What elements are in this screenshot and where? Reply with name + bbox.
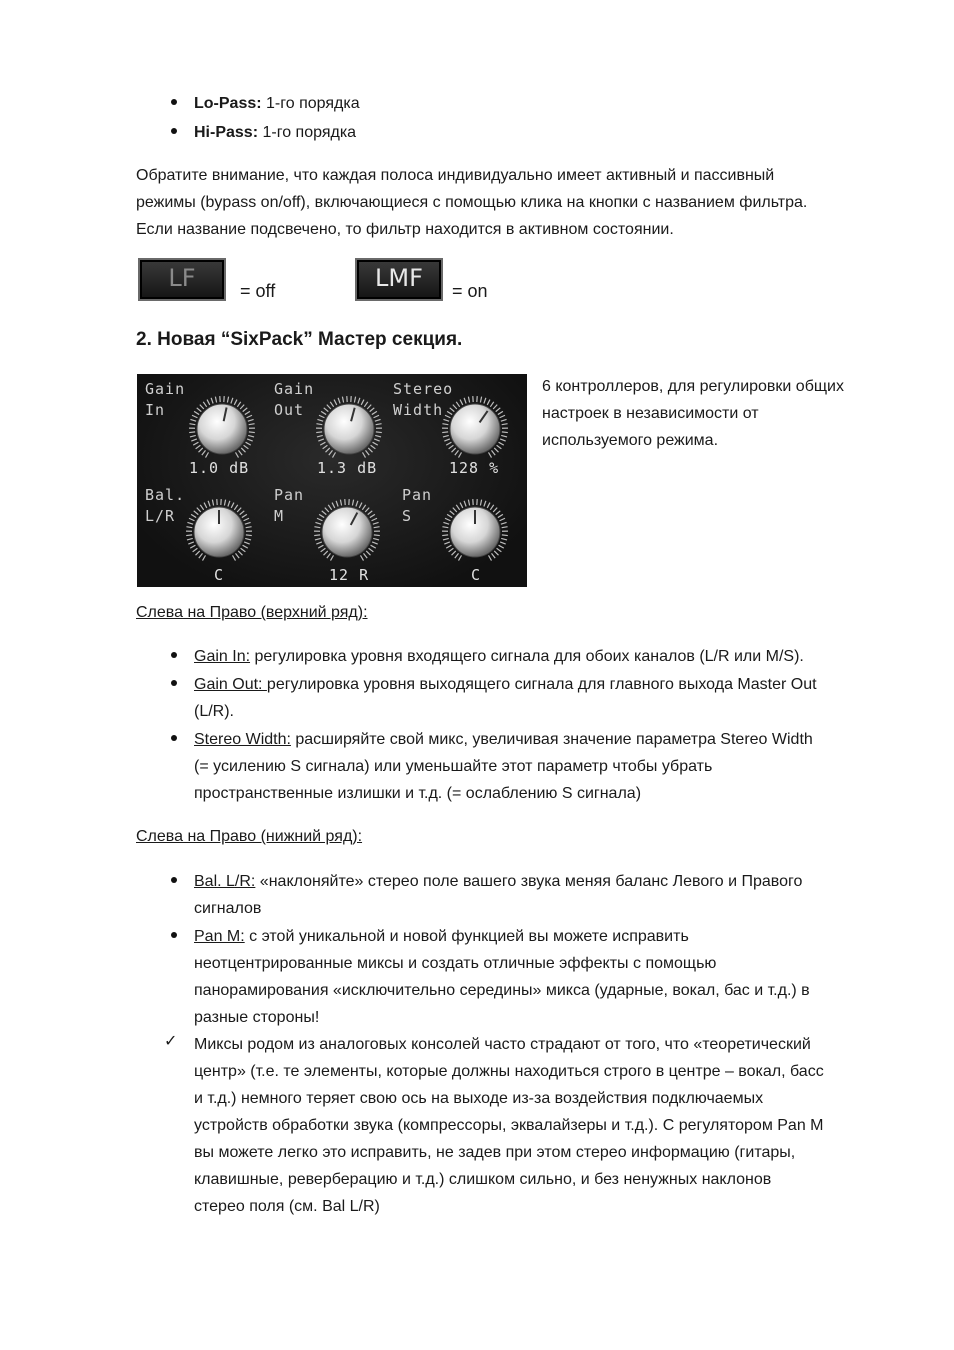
item-line: устройств обработки звука (компрессоры, эквалайзеры и т.д.). С регулятором Pan M: [194, 1117, 824, 1134]
pan-s-label: Pan S: [402, 486, 433, 525]
term-text: 1-го порядка: [261, 95, 360, 112]
item-line: вы можете легко это исправить, не задев при этом стерео информацию (гитары,: [194, 1144, 796, 1161]
paragraph-line: 6 контроллеров, для регулировки общих: [542, 378, 844, 395]
upper-row-heading: [136, 599, 368, 626]
term: Pan M:: [194, 928, 245, 945]
list-item-bal-lr: [194, 868, 904, 922]
term: Bal. L/R:: [194, 873, 256, 890]
list-item-stereo-width: [194, 726, 904, 807]
item-line: центр» (т.е. те элементы, которые должны находиться строго в центре – вокал, басс: [194, 1063, 824, 1080]
item-line: Миксы родом из аналоговых консолей часто страдают от того, что «теоретический: [194, 1036, 811, 1053]
bal-lr-value: C: [214, 566, 225, 584]
item-line: (L/R).: [194, 703, 234, 720]
item-line: стерео поля (см. Bal L/R): [194, 1198, 380, 1215]
checkmark-icon: ✓: [164, 1031, 178, 1050]
bullet-icon: [166, 729, 182, 747]
lmf-caption: = on: [452, 281, 488, 301]
list-item-gain-out: [194, 671, 904, 725]
lmf-filter-button[interactable]: LMF: [355, 258, 443, 301]
item-line: неотцентрированные миксы и создать отличные эффекты с помощью: [194, 955, 717, 972]
item-line: (= усилению S сигнала) или уменьшайте этот параметр чтобы убрать: [194, 758, 713, 775]
stereo-width-label: Stereo Width: [393, 380, 454, 419]
heading-text: Слева на Право (верхний ряд):: [136, 604, 368, 621]
lf-filter-button[interactable]: LF: [138, 258, 226, 301]
notice-paragraph: [136, 162, 896, 243]
item-line: разные стороны!: [194, 1009, 320, 1026]
item-line: [194, 868, 904, 895]
paragraph-line: настроек в независимости от: [542, 405, 759, 422]
term-text: 1-го порядка: [258, 124, 357, 141]
knob-graphic: [311, 494, 383, 566]
lower-row-heading: [136, 823, 362, 850]
item-line: и т.д.) немного теряет свою ось на выходе из-за воздействия подключаемых: [194, 1090, 764, 1107]
stereo-width-value: 128 %: [449, 459, 500, 477]
bal-lr-label: Bal. L/R: [145, 486, 186, 525]
item-text: расширяйте свой микс, увеличивая значение параметра Stereo Width: [290, 731, 813, 748]
pan-m-value: 12 R: [329, 566, 370, 584]
item-line: панорамирования «исключительно середины» микса (ударные, вокал, бас и т.д.) в: [194, 982, 810, 999]
item-line: [194, 923, 904, 950]
pan-s-knob[interactable]: [439, 494, 511, 566]
knob-graphic: [313, 391, 385, 463]
item-line: [194, 726, 904, 753]
gain-in-value: 1.0 dB: [189, 459, 250, 477]
pan-s-value: C: [471, 566, 482, 584]
item-line: сигналов: [194, 900, 262, 917]
item-line: пространственные излишки и т.д. (= ослаблению S сигнала): [194, 785, 642, 802]
gain-in-label: Gain In: [145, 380, 186, 419]
sixpack-master-panel: [137, 374, 527, 587]
list-item-hi-pass: [194, 119, 356, 146]
panel-description: [542, 373, 902, 454]
bullet-icon: [166, 674, 182, 692]
heading-text: Слева на Право (нижний ряд):: [136, 828, 363, 845]
pan-m-knob[interactable]: [311, 494, 383, 566]
bullet-icon: [166, 871, 182, 889]
term: Gain In:: [194, 648, 251, 665]
knob-graphic: [439, 391, 511, 463]
paragraph-line: Обратите внимание, что каждая полоса индивидуально имеет активный и пассивный: [136, 167, 775, 184]
gain-out-value: 1.3 dB: [317, 459, 378, 477]
term: Stereo Width:: [194, 731, 291, 748]
gain-in-knob[interactable]: [186, 391, 258, 463]
item-text: «наклоняйте» стерео поле вашего звука меняя баланс Левого и Правого: [255, 873, 803, 890]
item-text: регулировка уровня входящего сигнала для обоих каналов (L/R или M/S).: [250, 648, 804, 665]
bullet-icon: [166, 93, 182, 111]
item-line: [194, 643, 904, 670]
item-text: с этой уникальной и новой функцией вы можете исправить: [244, 928, 689, 945]
gain-out-knob[interactable]: [313, 391, 385, 463]
list-item-lo-pass: [194, 90, 360, 117]
stereo-width-knob[interactable]: [439, 391, 511, 463]
term: Hi-Pass:: [194, 124, 259, 141]
paragraph-line: режимы (bypass on/off), включающиеся с помощью клика на кнопки с названием фильтра.: [136, 194, 808, 211]
term: Lo-Pass:: [194, 95, 262, 112]
knob-graphic: [183, 494, 255, 566]
knob-graphic: [439, 494, 511, 566]
term: Gain Out:: [194, 676, 267, 693]
item-line: [194, 671, 904, 698]
item-line: клавишные, реверберацию и т.д.) слишком сильно, и без ненужных наклонов: [194, 1171, 772, 1188]
section-heading: 2. Новая “SixPack” Мастер секция.: [136, 329, 463, 350]
bullet-icon: [166, 646, 182, 664]
bal-lr-knob[interactable]: [183, 494, 255, 566]
bullet-icon: [166, 926, 182, 944]
lf-caption: = off: [240, 281, 276, 301]
paragraph-line: Если название подсвечено, то фильтр находится в активном состоянии.: [136, 221, 674, 238]
paragraph-line: используемого режима.: [542, 432, 719, 449]
check-item-paragraph: [194, 1031, 904, 1220]
bullet-icon: [166, 122, 182, 140]
pan-m-label: Pan M: [274, 486, 305, 525]
item-text: регулировка уровня выходящего сигнала для главного выхода Master Out: [266, 676, 817, 693]
gain-out-label: Gain Out: [274, 380, 315, 419]
knob-graphic: [186, 391, 258, 463]
list-item-pan-m: [194, 923, 904, 1031]
list-item-gain-in: [194, 643, 904, 670]
